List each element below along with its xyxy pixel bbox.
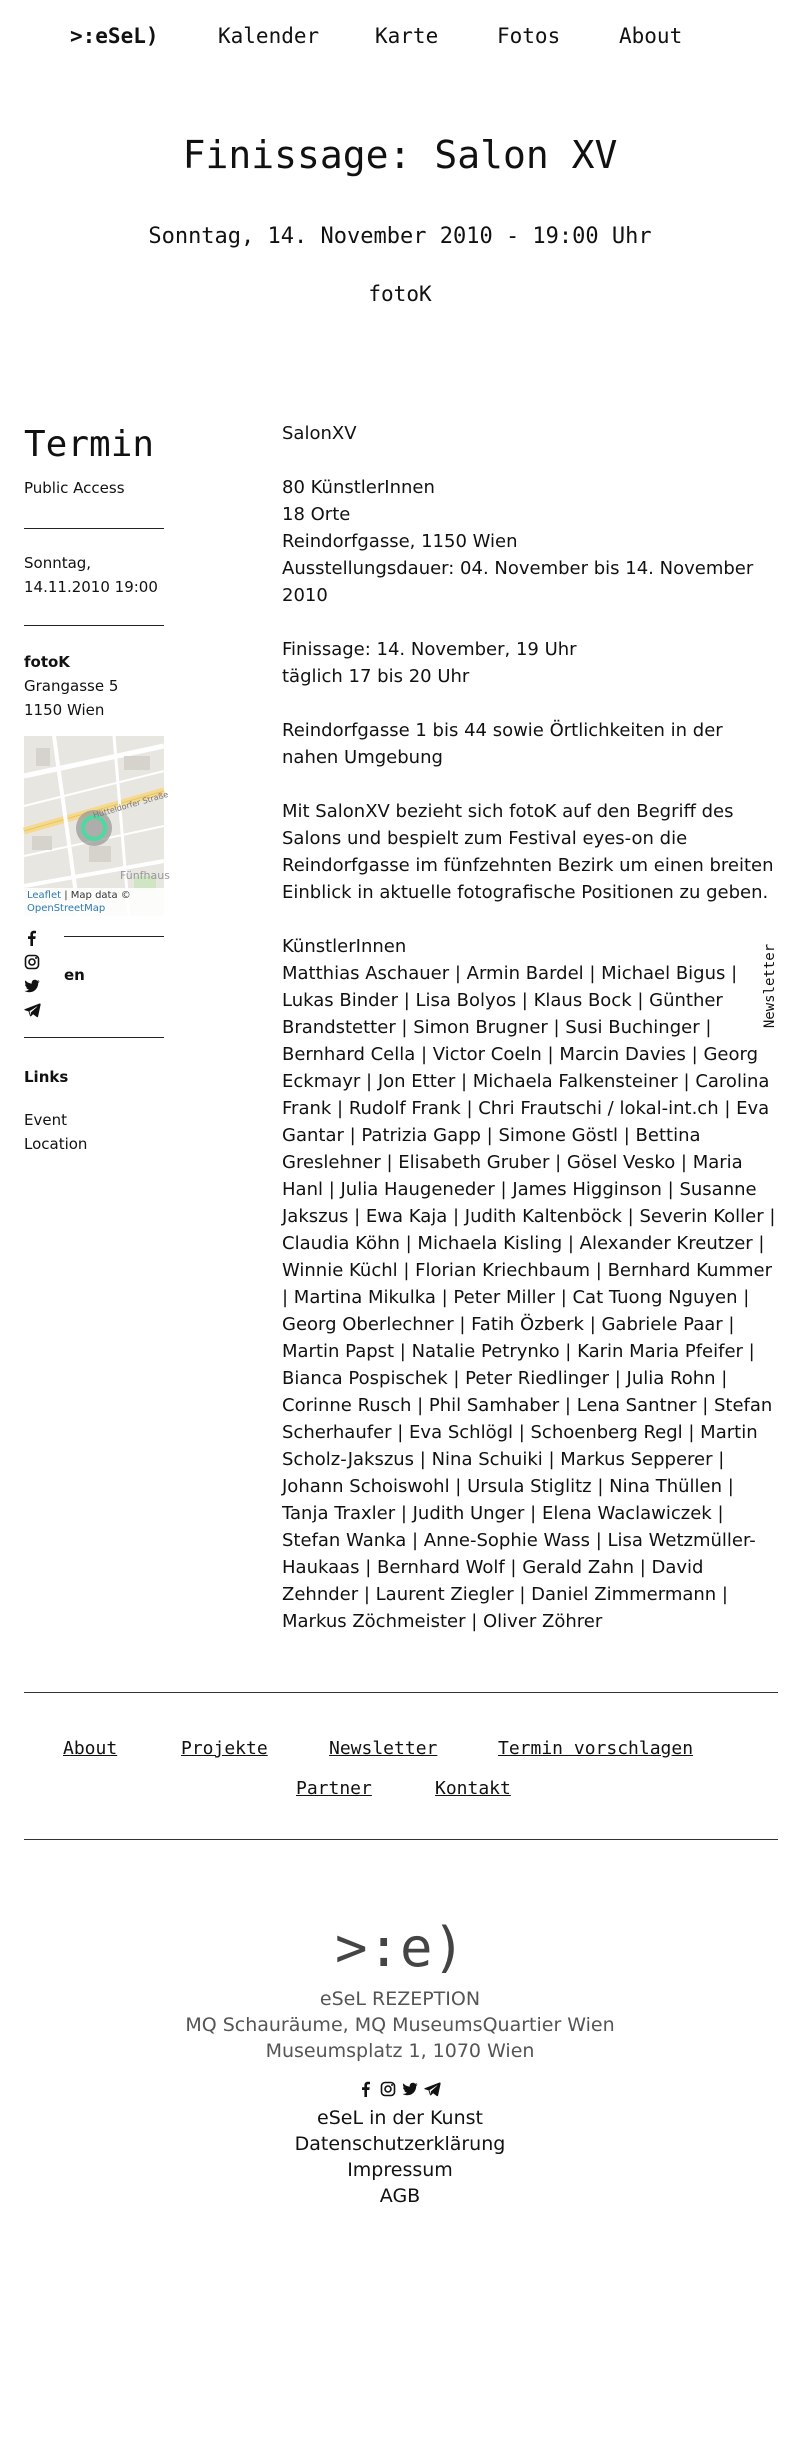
footer-social-icons: [358, 2081, 448, 2099]
footer-link-agb[interactable]: AGB: [379, 2185, 421, 2207]
sidebar-divider: [24, 528, 164, 529]
event-date: Sonntag, 14. November 2010 - 19:00 Uhr: [148, 224, 652, 249]
links-heading: Links: [24, 1068, 69, 1086]
fact-locations: 18 Orte: [282, 504, 351, 525]
map-area-label: Fünfhaus: [120, 869, 170, 882]
description-locations: Reindorfgasse 1 bis 44 sowie Örtlichkeiten in der nahen Umgebung: [282, 720, 723, 768]
footer-org: eSeL REZEPTION: [319, 1988, 481, 2010]
sidebar-heading: Termin: [24, 424, 155, 465]
footer-address: Museumsplatz 1, 1070 Wien: [265, 2040, 535, 2062]
footer-link-datenschutz[interactable]: Datenschutzerklärung: [294, 2133, 506, 2155]
share-icons: [24, 930, 40, 1026]
telegram-icon[interactable]: [24, 1002, 40, 1018]
artists-heading: KünstlerInnen: [282, 936, 407, 957]
map-attribution: [24, 888, 164, 916]
sidebar-divider: [64, 936, 164, 937]
footer-link-partner[interactable]: Partner: [296, 1778, 372, 1799]
fact-artists: 80 KünstlerInnen: [282, 477, 435, 498]
map-street-label: Hütteldorfer Straße: [92, 789, 170, 820]
description-facts: [282, 474, 780, 609]
opening-hours: täglich 17 bis 20 Uhr: [282, 666, 470, 687]
footer-divider: [24, 1839, 778, 1840]
footer-link-impressum[interactable]: Impressum: [347, 2159, 453, 2181]
venue-name[interactable]: fotoK: [24, 653, 70, 671]
language-switch[interactable]: en: [64, 966, 85, 984]
twitter-icon[interactable]: [402, 2081, 418, 2097]
sidebar-divider: [24, 1037, 164, 1038]
venue-map[interactable]: [24, 736, 170, 916]
event-title: Finissage: Salon XV: [182, 133, 618, 177]
fact-address: Reindorfgasse, 1150 Wien: [282, 531, 518, 552]
description-title: SalonXV: [282, 423, 357, 444]
access-label: Public Access: [24, 479, 125, 497]
footer-link-newsletter[interactable]: Newsletter: [329, 1738, 438, 1759]
event-date-block: [24, 551, 158, 599]
newsletter-tab[interactable]: [756, 942, 786, 1032]
venue-block: [24, 650, 118, 722]
date-weekday: Sonntag,: [24, 554, 92, 572]
venue-street: Grangasse 5: [24, 677, 119, 695]
venue-city: 1150 Wien: [24, 701, 105, 719]
facebook-icon[interactable]: [358, 2081, 374, 2097]
footer-location: MQ Schauräume, MQ MuseumsQuartier Wien: [185, 2014, 615, 2036]
map-data-label: | Map data ©: [61, 890, 131, 901]
links-list: [24, 1108, 87, 1156]
date-datetime: 14.11.2010 19:00: [24, 578, 158, 596]
instagram-icon[interactable]: [380, 2081, 396, 2097]
fact-duration: Ausstellungsdauer: 04. November bis 14. November 2010: [282, 558, 754, 606]
artists-list: Matthias Aschauer | Armin Bardel | Michael Bigus | Lukas Binder | Lisa Bolyos | Klaus Bock | Günther Brandstetter | Simon Brugner | Susi Buchinger | Bernhard Cella | Victor Coeln | Marcin Davies | Georg Eckmayr | Jon Etter | Michaela Falkensteiner | Carolina Frank | Rudolf Frank | Chri Frautschi / lokal-int.ch | Eva Gantar | Patrizia Gapp | Simone Göstl | Bettina Greslehner | Elisabeth Gruber | Gösel Vesko | Maria Hanl | Julia Haugeneder | James Higginson | Susanne Jakszus | Ewa Kaja | Judith Kaltenböck | Severin Koller | Claudia Köhn | Michaela Kisling | Alexander Kreutzer | Winnie Küchl | Florian Kriechbaum | Bernhard Kummer | Martina Mikulka | Peter Miller | Cat Tuong Nguyen | Georg Oberlechner | Fatih Özberk | Gabriele Paar | Martin Papst | Natalie Petrynko | Karin Maria Pfeifer | Bianca Pospischek | Peter Riedlinger | Julia Rohn | Corinne Rusch | Phil Samhaber | Lena Santner | Stefan Scherhaufer | Eva Schlögl | Schoenberg Regl | Martin Scholz-Jakszus | Nina Schuiki | Markus Sepperer | Johann Schoiswohl | Ursula Stiglitz | Nina Thüllen | Tanja Traxler | Judith Unger | Elena Waclawiczek | Stefan Wanka | Anne-Sophie Wass | Lisa Wetzmüller-Haukaas | Bernhard Wolf | Gerald Zahn | David Zehnder | Laurent Ziegler | Daniel Zimmermann | Markus Zöchmeister | Oliver Zöhrer: [282, 963, 776, 1632]
instagram-icon[interactable]: [24, 954, 40, 970]
footer-link-termin-vorschlagen[interactable]: Termin vorschlagen: [498, 1738, 694, 1759]
twitter-icon[interactable]: [24, 978, 40, 994]
leaflet-link[interactable]: Leaflet: [27, 890, 62, 901]
site-logo[interactable]: >:eSeL): [70, 24, 159, 48]
openstreetmap-link[interactable]: OpenStreetMap: [27, 903, 106, 914]
description-text: Mit SalonXV bezieht sich fotoK auf den Begriff des Salons und bespielt zum Festival eyes-on die Reindorfgasse im fünfzehnten Bezirk um einen breiten Einblick in aktuelle fotografische Positionen zu geben.: [282, 801, 774, 903]
sidebar-divider: [24, 625, 164, 626]
newsletter-tab-label: Newsletter: [762, 943, 778, 1029]
footer-link-about[interactable]: About: [63, 1738, 118, 1759]
footer-link-esel-in-der-kunst[interactable]: eSeL in der Kunst: [317, 2107, 483, 2129]
event-sidebar: [24, 424, 170, 1153]
nav-item-kalender[interactable]: Kalender: [218, 24, 320, 48]
finissage-time: Finissage: 14. November, 19 Uhr: [282, 639, 577, 660]
nav-item-about[interactable]: About: [619, 24, 683, 48]
event-description: [282, 420, 780, 1635]
link-location[interactable]: Location: [24, 1135, 88, 1153]
description-hours: [282, 636, 780, 690]
nav-item-fotos[interactable]: Fotos: [497, 24, 561, 48]
footer-link-projekte[interactable]: Projekte: [181, 1738, 268, 1759]
nav-item-karte[interactable]: Karte: [375, 24, 439, 48]
top-navigation: [0, 0, 800, 72]
telegram-icon[interactable]: [424, 2081, 440, 2097]
facebook-icon[interactable]: [24, 930, 40, 946]
event-organizer[interactable]: fotoK: [368, 282, 432, 306]
footer-link-kontakt[interactable]: Kontakt: [435, 1778, 511, 1799]
footer-logo[interactable]: >:e): [334, 1916, 466, 1979]
footer-divider: [24, 1692, 778, 1693]
link-event[interactable]: Event: [24, 1111, 67, 1129]
